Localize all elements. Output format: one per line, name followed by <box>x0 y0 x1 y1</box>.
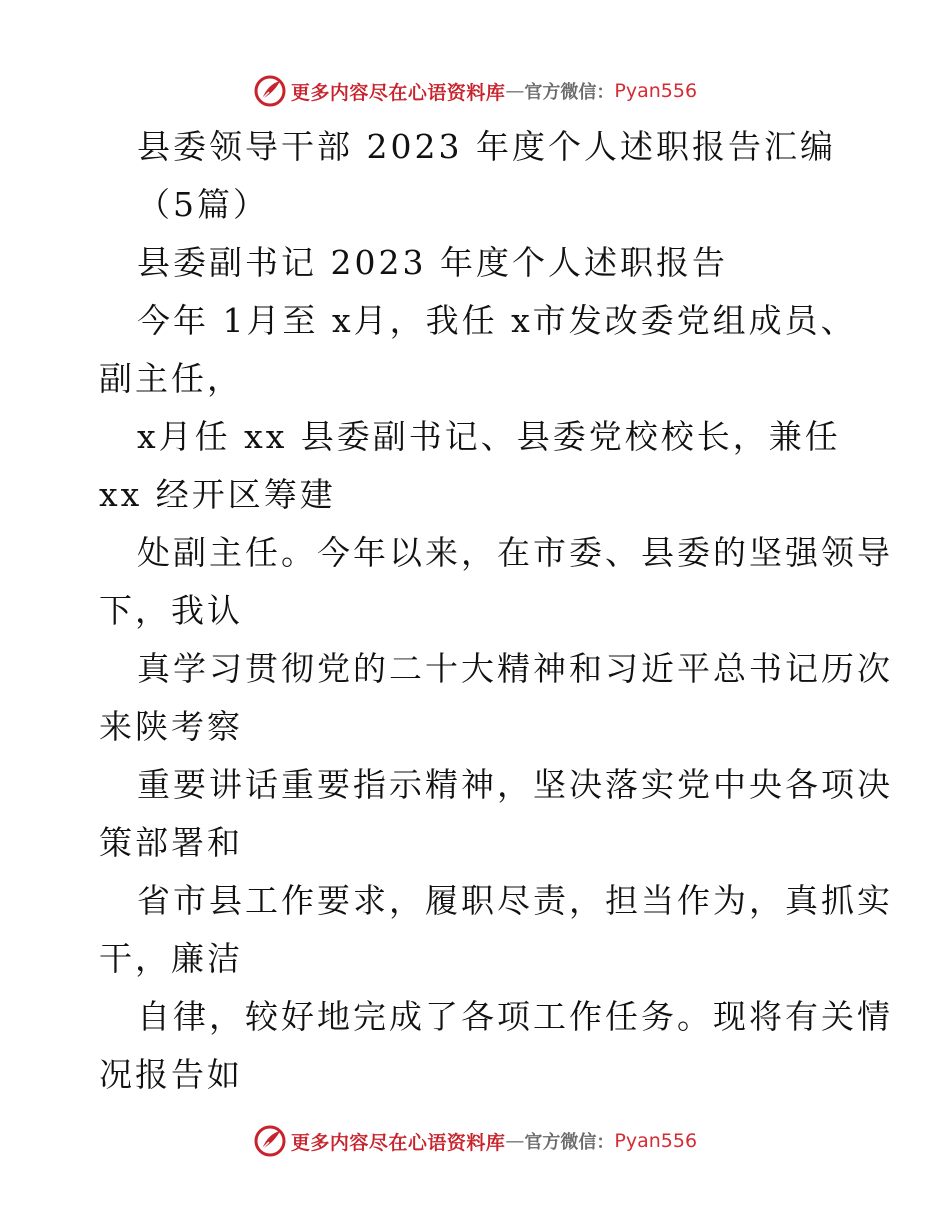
feather-pen-logo-icon <box>253 1124 287 1158</box>
paragraph-line: 策部署和 <box>99 823 243 862</box>
paragraph-line: x月任 xx 县委副书记、县委党校校长，兼任 <box>137 417 841 456</box>
paragraph-line: 干，廉洁 <box>99 939 243 978</box>
banner-separator: — <box>505 80 525 102</box>
document-subtitle: （5篇） <box>137 185 269 224</box>
paragraph-line: 下，我认 <box>99 591 243 630</box>
paragraph-line: 处副主任。今年以来，在市委、县委的坚强领导 <box>137 533 893 572</box>
paragraph-line: 省市县工作要求，履职尽责，担当作为，真抓实 <box>137 881 893 920</box>
paragraph-line: 重要讲话重要指示精神，坚决落实党中央各项决 <box>137 765 893 804</box>
banner-wechat-id: Pyan556 <box>614 1130 698 1152</box>
paragraph-line: xx 经开区筹建 <box>99 475 336 514</box>
document-title: 县委领导干部 2023 年度个人述职报告汇编 <box>137 127 836 166</box>
paragraph-line: 副主任， <box>99 359 243 398</box>
banner-separator: — <box>505 1130 525 1152</box>
banner-title: 更多内容尽在心语资料库 <box>290 1131 506 1154</box>
banner-wechat-id: Pyan556 <box>614 80 698 102</box>
header-banner <box>0 71 950 111</box>
paragraph-line: 今年 1月至 x月，我任 x市发改委党组成员、 <box>137 301 857 340</box>
paragraph-line: 自律，较好地完成了各项工作任务。现将有关情 <box>137 997 893 1036</box>
paragraph-line: 来陕考察 <box>99 707 243 746</box>
paragraph-line: 真学习贯彻党的二十大精神和习近平总书记历次 <box>137 649 893 688</box>
paragraph-line: 况报告如 <box>99 1055 243 1094</box>
feather-pen-logo-icon <box>253 74 287 108</box>
banner-title: 更多内容尽在心语资料库 <box>290 81 506 104</box>
section-heading: 县委副书记 2023 年度个人述职报告 <box>137 243 728 282</box>
banner-wechat-label: 官方微信： <box>524 1132 615 1153</box>
banner-wechat-label: 官方微信： <box>524 82 615 103</box>
footer-banner <box>0 1121 950 1161</box>
